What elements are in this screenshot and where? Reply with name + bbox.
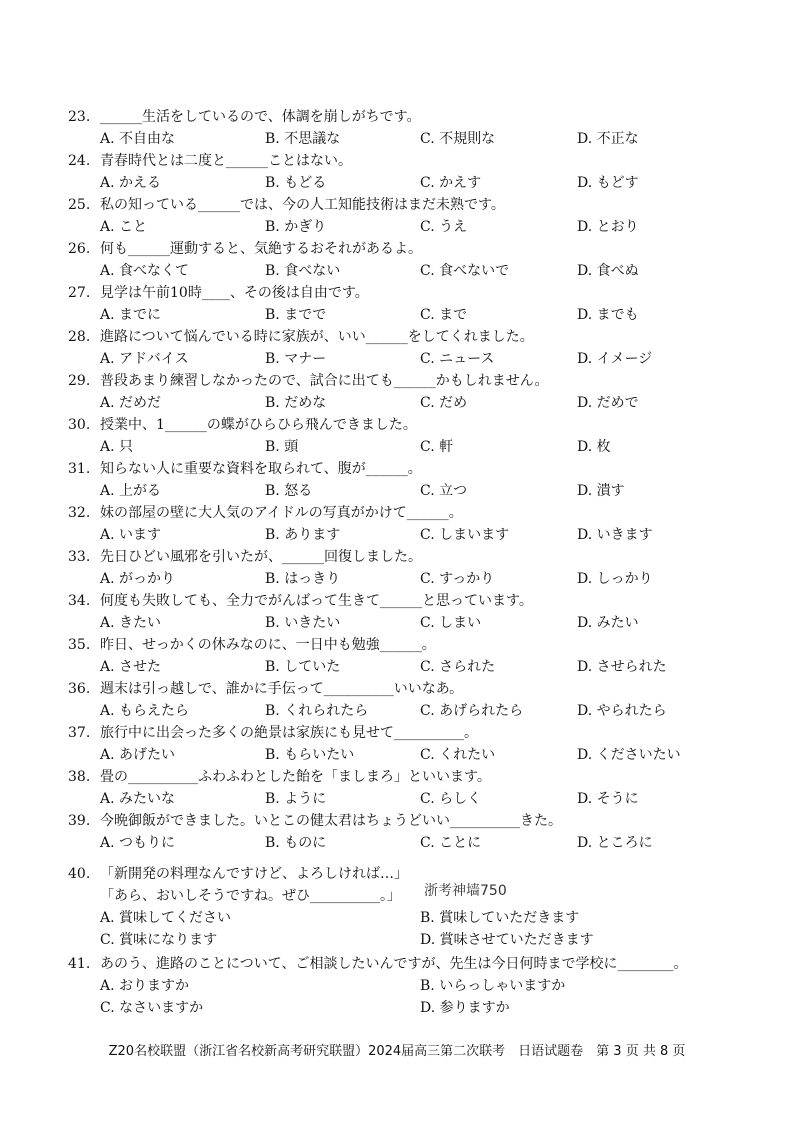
- options-row: [100, 658, 750, 676]
- option-b: B. いらっしゃいますか: [420, 978, 566, 994]
- option-b: B. ように: [265, 791, 327, 807]
- option-c: C. くれたい: [420, 747, 496, 763]
- options-row-2: [100, 931, 750, 949]
- option-c: C. あげられたら: [420, 703, 524, 719]
- option-b: B. いきたい: [265, 615, 341, 631]
- question-stem: [68, 680, 463, 698]
- option-b: B. マナー: [265, 351, 327, 367]
- question-item: [68, 504, 758, 544]
- option-b: B. はっきり: [265, 571, 341, 587]
- option-a: A. 不自由な: [100, 131, 176, 147]
- option-d: D. 賞味させていただきます: [420, 932, 594, 948]
- question-item: [68, 416, 758, 456]
- question-text: 週末は引っ越しで、誰かに手伝って__________いいなあ。: [100, 681, 464, 697]
- option-a: A. います: [100, 527, 162, 543]
- option-c: C. しまいます: [420, 527, 510, 543]
- question-item: [68, 372, 758, 412]
- options-row: [100, 526, 750, 544]
- question-stem: [68, 548, 422, 566]
- option-d: D. 参りますか: [420, 1000, 510, 1016]
- question-item: [68, 636, 758, 676]
- option-b: B. 賞味していただきます: [420, 910, 580, 926]
- options-row: [100, 350, 750, 368]
- question-text: あのう、進路のことについて、ご相談したいんですが、先生は今日何時まで学校に________。: [100, 956, 688, 972]
- page-footer: Z20名校联盟（浙江省名校新高考研究联盟）2024届高三第二次联考 日语试题卷 第 3 页 共 8 页: [108, 1044, 686, 1059]
- question-stem: [68, 812, 562, 830]
- option-b: B. 頭: [265, 439, 299, 455]
- option-d: D. イメージ: [577, 351, 653, 367]
- options-row-1: [100, 977, 750, 995]
- option-a: A. おりますか: [100, 978, 190, 994]
- option-b: B. もどる: [265, 175, 327, 191]
- question-item: [68, 812, 758, 852]
- option-c: C. 食べないで: [420, 263, 510, 279]
- question-stem: [68, 108, 420, 126]
- question-number: 25.: [68, 197, 91, 213]
- option-c: C. まで: [420, 307, 468, 323]
- option-d: D. もどす: [577, 175, 639, 191]
- option-d: D. 潰す: [577, 483, 625, 499]
- option-a: A. 賞味してください: [100, 910, 232, 926]
- question-number: 41.: [68, 956, 91, 972]
- question-stem: [68, 592, 533, 610]
- option-d: D. 食べぬ: [577, 263, 639, 279]
- watermark-text: 浙考神墙750: [424, 883, 507, 899]
- question-text: 旅行中に出会った多くの絶景は家族にも見せて__________。: [100, 725, 478, 741]
- option-a: A. だめだ: [100, 395, 162, 411]
- option-c: C. しまい: [420, 615, 482, 631]
- options-row: [100, 262, 750, 280]
- question-number: 36.: [68, 681, 91, 697]
- option-a: A. もらえたら: [100, 703, 190, 719]
- option-b: B. 不思議な: [265, 131, 341, 147]
- option-d: D. くださいたい: [577, 747, 681, 763]
- option-b: B. くれられたら: [265, 703, 369, 719]
- option-a: A. させた: [100, 659, 162, 675]
- option-d: D. とおり: [577, 219, 639, 235]
- question-item: [68, 460, 758, 500]
- question-number: 29.: [68, 373, 91, 389]
- question-item: [68, 284, 758, 324]
- question-number: 26.: [68, 241, 91, 257]
- option-d: D. までも: [577, 307, 639, 323]
- option-d: D. そうに: [577, 791, 639, 807]
- option-b: B. もらいたい: [265, 747, 355, 763]
- dialogue-line-1: 「新開発の料理なんですけど、よろしければ…」: [100, 866, 408, 882]
- question-item: [68, 548, 758, 588]
- question-stem: [68, 636, 436, 654]
- question-number: 27.: [68, 285, 91, 301]
- option-a: A. アドバイス: [100, 351, 189, 367]
- option-b: B. までで: [265, 307, 327, 323]
- question-stem: [68, 768, 491, 786]
- question-item: [68, 240, 758, 280]
- option-c: C. ことに: [420, 835, 482, 851]
- question-stem: [68, 724, 478, 742]
- options-row: [100, 174, 750, 192]
- options-row: [100, 614, 750, 632]
- question-stem: [68, 196, 505, 214]
- option-a: A. あげたい: [100, 747, 176, 763]
- option-a: A. 食べなくて: [100, 263, 190, 279]
- question-stem: [68, 328, 534, 346]
- question-stem: [68, 152, 352, 170]
- question-number: 35.: [68, 637, 91, 653]
- question-text: 先日ひどい風邪を引いたが、______回復しました。: [100, 549, 422, 565]
- option-c: C. 軒: [420, 439, 454, 455]
- options-row: [100, 482, 750, 500]
- option-a: A. までに: [100, 307, 162, 323]
- question-number: 40.: [68, 866, 91, 882]
- question-stem: [68, 372, 549, 390]
- question-item: [68, 768, 758, 808]
- option-d: D. 枚: [577, 439, 611, 455]
- question-text: 知らない人に重要な資料を取られて、腹が______。: [100, 461, 422, 477]
- question-text: 進路について悩んでいる時に家族が、いい______をしてくれました。: [100, 329, 534, 345]
- options-row: [100, 306, 750, 324]
- option-b: B. していた: [265, 659, 341, 675]
- option-b: B. かぎり: [265, 219, 327, 235]
- question-text: 畳の__________ふわふわとした飴を「ましまろ」といいます。: [100, 769, 491, 785]
- option-a: A. 上がる: [100, 483, 162, 499]
- question-number: 24.: [68, 153, 91, 169]
- question-text: 妹の部屋の壁に大人気のアイドルの写真がかけて______。: [100, 505, 463, 521]
- options-row: [100, 570, 750, 588]
- option-c: C. すっかり: [420, 571, 495, 587]
- question-41: [68, 955, 758, 1021]
- options-row-1: [100, 909, 750, 927]
- option-c: C. 不規則な: [420, 131, 496, 147]
- question-text: 見学は午前10時____、その後は自由です。: [100, 285, 369, 301]
- question-number: 23.: [68, 109, 91, 125]
- option-a: A. 只: [100, 439, 134, 455]
- question-text: 昨日、せっかくの休みなのに、一日中も勉強______。: [100, 637, 436, 653]
- options-row: [100, 438, 750, 456]
- option-b: B. あります: [265, 527, 341, 543]
- question-stem: [68, 460, 422, 478]
- option-c: C. らしく: [420, 791, 482, 807]
- question-text: 今晩御飯ができました。いとこの健太君はちょうどいい__________きた。: [100, 813, 562, 829]
- question-item: [68, 328, 758, 368]
- option-d: D. させられた: [577, 659, 667, 675]
- question-number: 33.: [68, 549, 91, 565]
- options-row: [100, 790, 750, 808]
- option-c: C. うえ: [420, 219, 468, 235]
- question-item: [68, 152, 758, 192]
- question-number: 39.: [68, 813, 91, 829]
- option-a: A. つもりに: [100, 835, 176, 851]
- question-number: 34.: [68, 593, 91, 609]
- options-row: [100, 218, 750, 236]
- question-text: 私の知っている______では、今の人工知能技術はまだ未熟です。: [100, 197, 505, 213]
- options-row: [100, 746, 750, 764]
- option-c: C. なさいますか: [100, 1000, 204, 1016]
- question-item: [68, 108, 758, 148]
- dialogue-line-2: 「あら、おいしそうですね。ぜひ__________。」: [100, 888, 401, 904]
- option-d: D. いきます: [577, 527, 653, 543]
- options-row: [100, 130, 750, 148]
- question-stem: [68, 504, 463, 522]
- option-b: B. 食べない: [265, 263, 341, 279]
- option-a: A. きたい: [100, 615, 162, 631]
- question-stem: [68, 955, 687, 973]
- question-text: ______生活をしているので、体調を崩しがちです。: [100, 109, 421, 125]
- option-c: C. だめ: [420, 395, 468, 411]
- option-d: D. 不正な: [577, 131, 639, 147]
- option-c: C. ニュース: [420, 351, 495, 367]
- question-number: 28.: [68, 329, 91, 345]
- question-item: [68, 680, 758, 720]
- option-b: B. 怒る: [265, 483, 313, 499]
- options-row-2: [100, 999, 750, 1017]
- question-number: 38.: [68, 769, 91, 785]
- question-number: 31.: [68, 461, 91, 477]
- question-text: 何も______運動すると、気絶するおそれがあるよ。: [100, 241, 422, 257]
- question-text: 授業中、1______の蝶がひらひら飛んできました。: [100, 417, 417, 433]
- option-b: B. だめな: [265, 395, 327, 411]
- option-b: B. ものに: [265, 835, 327, 851]
- question-number: 30.: [68, 417, 91, 433]
- question-item: [68, 196, 758, 236]
- question-40: [68, 865, 758, 955]
- option-c: C. かえす: [420, 175, 482, 191]
- options-row: [100, 394, 750, 412]
- option-d: D. だめで: [577, 395, 639, 411]
- question-stem: [68, 240, 422, 258]
- option-a: A. かえる: [100, 175, 162, 191]
- option-d: D. みたい: [577, 615, 639, 631]
- option-d: D. しっかり: [577, 571, 653, 587]
- question-text: 何度も失敗しても、全力でがんばって生きて______と思っています。: [100, 593, 533, 609]
- question-number: 37.: [68, 725, 91, 741]
- option-c: C. 立つ: [420, 483, 468, 499]
- option-a: A. みたいな: [100, 791, 176, 807]
- question-text: 青春時代とは二度と______ことはない。: [100, 153, 352, 169]
- options-row: [100, 702, 750, 720]
- option-c: C. さられた: [420, 659, 496, 675]
- question-number: 32.: [68, 505, 91, 521]
- question-stem: [68, 416, 417, 434]
- option-a: A. がっかり: [100, 571, 176, 587]
- question-stem: [68, 865, 408, 883]
- option-d: D. ところに: [577, 835, 653, 851]
- option-a: A. こと: [100, 219, 148, 235]
- option-d: D. やられたら: [577, 703, 667, 719]
- options-row: [100, 834, 750, 852]
- question-item: [68, 724, 758, 764]
- question-item: [68, 592, 758, 632]
- question-text: 普段あまり練習しなかったので、試合に出ても______かもしれません。: [100, 373, 549, 389]
- question-stem: [68, 284, 369, 302]
- option-c: C. 賞味になります: [100, 932, 218, 948]
